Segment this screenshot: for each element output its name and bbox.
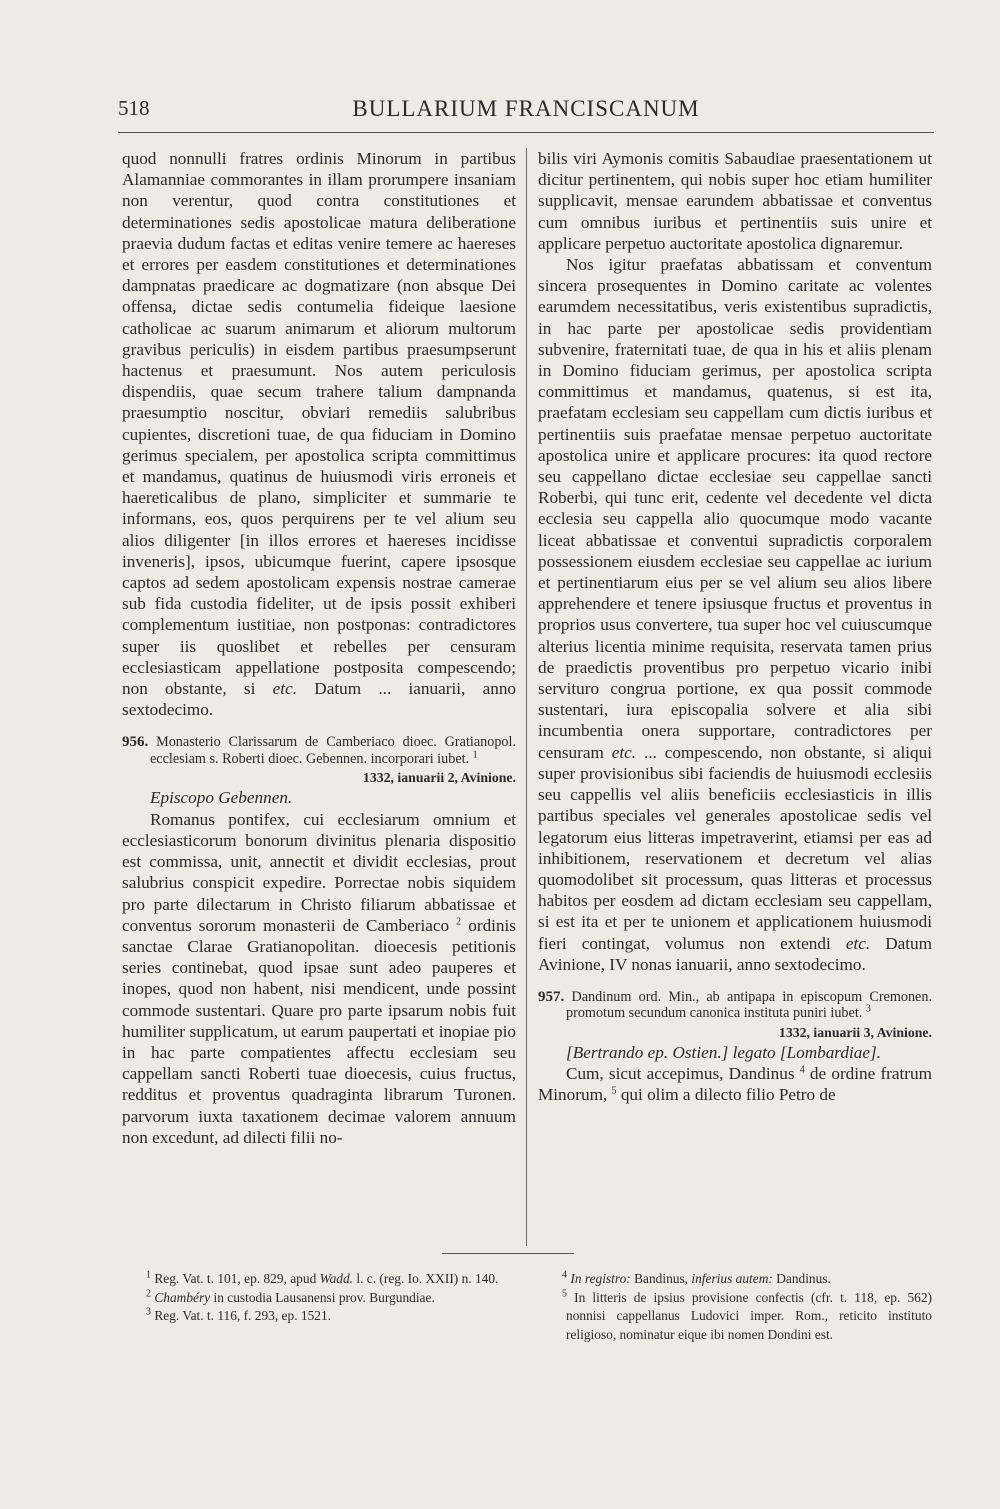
footnote (122, 1289, 516, 1308)
footnote (122, 1270, 516, 1289)
paragraph (538, 254, 932, 975)
right-column (538, 148, 932, 1106)
footnote-text: In registro: (570, 1271, 631, 1286)
paragraph-text: Nos igitur praefatas abbatissam et conventum sincera prosequentes in Domino caritate ac volentes earumdem necessitatibus, veris existentibus supradictis, in hac parte per apostolicae sedis providentiam subvenire, fraternitati tuae, de qua in his et aliis plenam in Domino fiduciam gerimus, per apostolica scripta committimus et mandamus, quatenus, si est ita, praefatam ecclesiam seu cappellam cum dictis iuribus et pertinentiis suis praefatae mensae perpetuo auctoritate apostolica unire et applicare procures: ita quod rectore seu cappellano dictae ecclesiae seu cappellae sancti Roberbi, qui tunc erit, cedente vel decedente vel dicta ecclesia seu cappella alio quocumque modo vacante liceat abbatissae et conventui supradictis corporalem possessionem eiusdem ecclesiae seu cappellae ac iurium et pertinentiarum eius per se vel alium seu alios libere apprehendere et tenere ipsiusque fructus et proventus in proprios usus convertere, tua super hoc vel cuiuscumque alterius licentia minime requisita, reservata tamen prius de praedictis proventibus pro perpetuo vicario inibi servituro congrua portione, ex qua possit commode sustentari, iura episcopalia solvere et alia sibi incumbentia onera supportare, contradictores per censuram (538, 255, 932, 762)
footnote-mark: 5 (562, 1288, 567, 1300)
paragraph (122, 148, 516, 720)
header-rule (118, 132, 934, 133)
running-title: BULLARIUM FRANCISCANUM (352, 96, 700, 121)
footnote-text: In litteris de ipsius provisione confectis (cfr. t. 118, ep. 562) nonnisi cappellanus Ludovici imper. Rom., reticito instituto religioso, nominatur eique ibi nomen Dondini est. (566, 1289, 932, 1342)
paragraph-text: Datum Avinione, IV nonas ianuarii, anno sextodecimo. (538, 933, 933, 974)
footnote-ref: 4 (799, 1064, 805, 1076)
paragraph-text: qui olim a dilecto filio Petro de (620, 1085, 836, 1105)
paragraph-text: ... compescendo, non obstante, si aliqui super provisionibus sibi faciendis de huiusmodi ecclesiis seu cappellis vel aliis beneficiis ecclesiasticis in illis partibus speciales vel generales apostolicae sedis vel legatorum eius litteras impetraverint, etiamsi per eas ad inhibitionem, reservationem et decretum vel alias quomodolibet sit processum, quas litteras et processus habitos per eosdem ad dictam ecclesiam seu cappellam, si est ita et per te unionem et applicationem huiusmodi fieri contingat, volumus non extendi (538, 742, 932, 953)
footnote-ref: 1 (472, 749, 478, 761)
footnotes-right (538, 1270, 932, 1344)
regest-956 (122, 734, 516, 767)
page-number: 518 (118, 96, 150, 120)
paragraph (122, 809, 516, 1148)
footnote-text: Chambéry (154, 1289, 211, 1305)
footnote-mark: 1 (146, 1269, 151, 1281)
footnote-mark: 3 (146, 1306, 151, 1318)
etc-abbrev: etc. (845, 933, 871, 953)
footnote-ref: 5 (611, 1085, 617, 1097)
footnote-text: Reg. Vat. t. 116, f. 293, ep. 1521. (154, 1308, 332, 1324)
column-divider (526, 148, 527, 1246)
footnotes-left (122, 1270, 516, 1326)
footnote-rule (442, 1253, 574, 1254)
regest-text: Monasterio Clarissarum de Camberiaco dioec. Gratianopol. ecclesiam s. Roberti dioec. Gebennen. incorporari iubet. (150, 734, 516, 767)
paragraph: bilis viri Aymonis comitis Sabaudiae praesentationem ut dicitur pertinentem, qui nobis super hoc etiam humiliter supplicavit, mensae earundem abbatissae et conventus cum omnibus iuribus et pertinentiis suis unire et applicare perpetuo auctoritate apostolica dignaremur. (538, 149, 932, 253)
footnote-text: l. c. (reg. Io. XXII) n. 140. (356, 1271, 499, 1286)
footnote-ref: 3 (865, 1003, 871, 1015)
paragraph-text: Romanus pontifex, cui ecclesiarum omnium et ecclesiasticorum bonorum divinitus plenaria dispositio est commissa, unit, annectit et dividit ecclesias, prout salubrius conspicit expedire. Porrectae nobis siquidem pro parte dilectarum in Christo filiarum abbatissae et conventus sororum monasterii de Camberiaco (122, 809, 516, 935)
footnote-ref: 2 (456, 915, 462, 927)
document-number: 957. (538, 988, 565, 1005)
footnote-text: in custodia Lausanensi prov. Burgundiae. (213, 1289, 435, 1305)
document-date: 1332, ianuarii 2, Avinione. (362, 770, 516, 786)
addressee: [Bertrando ep. Ostien.] legato [Lombardiae]. (566, 1042, 881, 1062)
left-column (122, 148, 516, 1148)
footnote-mark: 4 (562, 1269, 567, 1281)
paragraph-text: Datum ... ianuarii, anno sextodecimo. (122, 679, 517, 720)
document-date: 1332, ianuarii 3, Avinione. (778, 1024, 932, 1040)
etc-abbrev: etc. (272, 679, 298, 699)
footnote-text: inferius autem: (691, 1271, 773, 1286)
footnote (122, 1307, 516, 1326)
addressee: Episcopo Gebennen. (150, 788, 293, 808)
footnote (538, 1270, 932, 1289)
footnote-text: Bandinus, (634, 1271, 689, 1286)
regest-text: Dandinum ord. Min., ab antipapa in episcopum Cremonen. promotum secundum canonica instituta puniri iubet. (566, 988, 933, 1022)
paragraph-text: Cum, sicut accepimus, Dandinus (566, 1064, 795, 1084)
paragraph-text: ordinis sanctae Clarae Gratianopolitan. dioecesis petitionis series continebat, quod ipsae sunt adeo pauperes et inopes, quod non habent, nisi mendicent, unde possint commode sustentari. Quare pro parte ipsarum nobis fuit humiliter supplicatum, ut earum paupertati et inopiae pio in hac parte compatientes affectu ecclesiam seu cappellam sancti Roberti tuae dioecesis, cuius fructus, redditus et proventus quadraginta librarum Turonen. parvorum iuxta taxationem decimae valorem annuum non excedunt, ad dilecti filii no- (122, 915, 516, 1147)
paragraph (538, 1063, 932, 1105)
footnote-text: Reg. Vat. t. 101, ep. 829, apud (154, 1271, 317, 1286)
footnote-text: Wadd. (319, 1271, 353, 1286)
regest-957 (538, 989, 932, 1022)
footnote-mark: 2 (146, 1288, 151, 1300)
document-number: 956. (122, 734, 149, 751)
paragraph-text: quod nonnulli fratres ordinis Minorum in partibus Alamanniae commorantes in illam prorumpere insaniam non verentur, quod contra constitutiones et determinationes sedis apostolicae matura deliberatione praevia dudum factas et editas venire temere ac haereses et errores per easdem constitutiones et determinationes dampnatas praedicare ac dogmatizare (non absque Dei offensa, dictae sedis contumelia fideique laesione catholicae ac suarum animarum et aliorum multorum gravibus periculis) in eisdem partibus praesumpserunt hactenus et praesumunt. Nos autem periculosis dispendiis, quae secum trahere talium dampnanda praesumptio noscitur, obviari remediis salubribus cupientes, discretioni tuae, de qua fiduciam in Domino gerimus specialem, per apostolica scripta committimus et mandamus, quatinus de huiusmodi viris erroneis et haereticalibus de plano, simpliciter et summarie te informans, eos, quos perquirens per te vel alium seu alios diligenter [in illos errores et haereses incidisse inveneris], ipsos, ubicumque fuerint, capere ipsosque captos ad sedem apostolicam expensis nostrae camerae sub fida custodia fideliter, ut de ipsis possit exhiberi complementum iustitiae, non postponas: contradictores super iis quoslibet et rebelles per censuram ecclesiasticam appellatione postposita compescendo; non obstante, si (122, 149, 516, 699)
paragraph-text: de ordine fratrum Minorum, (538, 1064, 932, 1105)
etc-abbrev: etc. (611, 742, 637, 762)
footnote-text: Dandinus. (776, 1271, 831, 1286)
page-header (118, 96, 934, 132)
footnote (538, 1289, 932, 1345)
